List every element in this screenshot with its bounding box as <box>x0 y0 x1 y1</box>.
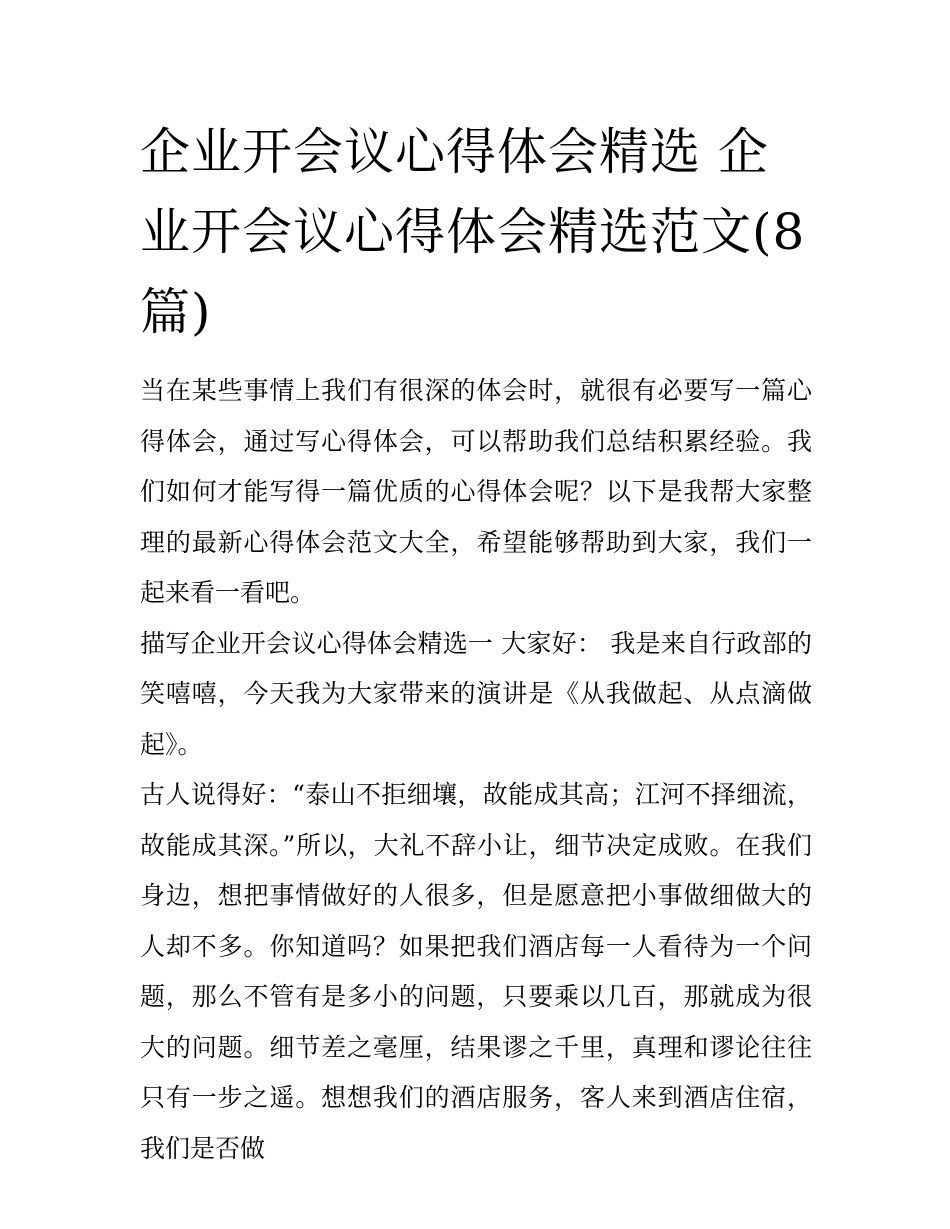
section-one-opening-paragraph: 描写企业开会议心得体会精选一 大家好： 我是来自行政部的笑嘻嘻，今天我为大家带来的演讲是《从我做起、从点滴做起》。 <box>140 628 812 759</box>
document-body <box>140 112 812 1174</box>
body-paragraph: 古人说得好：“泰山不拒细壤，故能成其高；江河不择细流，故能成其深。”所以，大礼不辞小让，细节决定成败。在我们身边，想把事情做好的人很多，但是愿意把小事做细做大的人却不多。你知道吗？如果把我们酒店每一人看待为一个问题，那么不管有是多小的问题，只要乘以几百，那就成为很大的问题。细节差之毫厘，结果谬之千里，真理和谬论往往只有一步之遥。想想我们的酒店服务，客人来到酒店住宿，我们是否做 <box>140 780 812 1163</box>
document-title: 企业开会议心得体会精选 企业开会议心得体会精选范文(8篇) <box>140 123 806 341</box>
intro-paragraph: 当在某些事情上我们有很深的体会时，就很有必要写一篇心得体会，通过写心得体会，可以帮助我们总结积累经验。我们如何才能写得一篇优质的心得体会呢？以下是我帮大家整理的最新心得体会范文大全，希望能够帮助到大家，我们一起来看一看吧。 <box>140 376 812 607</box>
